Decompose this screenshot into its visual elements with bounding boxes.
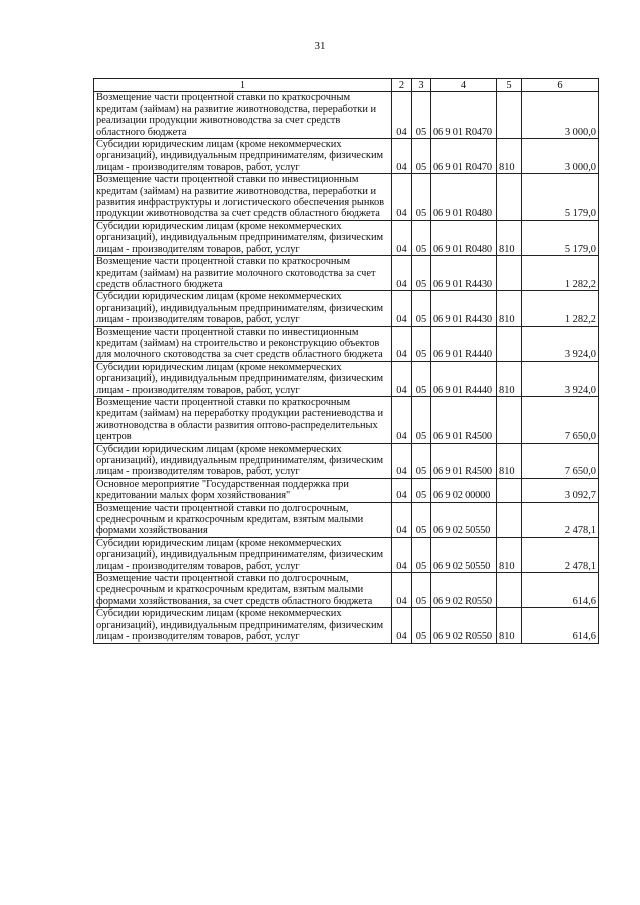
row-name: Основное мероприятие "Государственная поддержка при кредитовании малых форм хозяйствования" — [94, 478, 392, 502]
row-name: Возмещение части процентной ставки по долгосрочным, среднесрочным и краткосрочным кредитам, взятым малыми формами хозяйствования — [94, 502, 392, 537]
table-row — [94, 326, 599, 361]
row-name: Возмещение части процентной ставки по долгосрочным, среднесрочным и краткосрочным кредитам, взятым малыми формами хозяйствования, за счет средств областного бюджета — [94, 573, 392, 608]
row-subsection: 05 — [412, 396, 431, 443]
row-subsection: 05 — [412, 291, 431, 326]
row-name: Возмещение части процентной ставки по инвестиционным кредитам (займам) на развитие животноводства, переработки и развития инфраструктуры и логистического обеспечения рынков продукции животноводства за счет средств областного бюджета — [94, 174, 392, 221]
row-name: Возмещение части процентной ставки по краткосрочным кредитам (займам) на развитие животноводства, переработки и реализации продукции животноводства за счет средств областного бюджета — [94, 92, 392, 139]
table-row — [94, 608, 599, 643]
row-target-code: 06 9 01 R4440 — [431, 361, 497, 396]
row-section: 04 — [392, 396, 412, 443]
row-amount: 3 092,7 — [522, 478, 599, 502]
row-target-code: 06 9 01 R4440 — [431, 326, 497, 361]
table-row — [94, 92, 599, 139]
table-row — [94, 537, 599, 572]
row-target-code: 06 9 01 R4500 — [431, 396, 497, 443]
row-expense-type: 810 — [497, 361, 522, 396]
row-section: 04 — [392, 608, 412, 643]
page-number: 31 — [314, 40, 326, 52]
row-target-code: 06 9 02 50550 — [431, 537, 497, 572]
row-amount: 3 924,0 — [522, 326, 599, 361]
row-subsection: 05 — [412, 361, 431, 396]
table-row — [94, 361, 599, 396]
row-amount: 7 650,0 — [522, 396, 599, 443]
row-target-code: 06 9 02 00000 — [431, 478, 497, 502]
row-section: 04 — [392, 92, 412, 139]
row-name: Субсидии юридическим лицам (кроме некоммерческих организаций), индивидуальным предпринимателям, физическим лицам - производителям товаров, работ, услуг — [94, 443, 392, 478]
table-row — [94, 443, 599, 478]
table-body — [94, 92, 599, 643]
row-section: 04 — [392, 361, 412, 396]
row-name: Субсидии юридическим лицам (кроме некоммерческих организаций), индивидуальным предпринимателям, физическим лицам - производителям товаров, работ, услуг — [94, 139, 392, 174]
row-section: 04 — [392, 326, 412, 361]
row-expense-type: 810 — [497, 608, 522, 643]
row-target-code: 06 9 01 R0480 — [431, 174, 497, 221]
table-row — [94, 220, 599, 255]
row-name: Субсидии юридическим лицам (кроме некоммерческих организаций), индивидуальным предпринимателям, физическим лицам - производителям товаров, работ, услуг — [94, 291, 392, 326]
header-row — [94, 79, 599, 92]
row-target-code: 06 9 02 50550 — [431, 502, 497, 537]
col-header-prz: 3 — [412, 79, 431, 92]
table-row — [94, 573, 599, 608]
table-row — [94, 502, 599, 537]
row-expense-type — [497, 502, 522, 537]
row-name: Субсидии юридическим лицам (кроме некоммерческих организаций), индивидуальным предпринимателям, физическим лицам - производителям товаров, работ, услуг — [94, 608, 392, 643]
col-header-rz: 2 — [392, 79, 412, 92]
row-amount: 614,6 — [522, 608, 599, 643]
row-amount: 2 478,1 — [522, 502, 599, 537]
row-expense-type — [497, 174, 522, 221]
row-section: 04 — [392, 443, 412, 478]
row-expense-type: 810 — [497, 291, 522, 326]
row-amount: 3 000,0 — [522, 139, 599, 174]
row-subsection: 05 — [412, 502, 431, 537]
col-header-sum: 6 — [522, 79, 599, 92]
row-section: 04 — [392, 537, 412, 572]
row-name: Возмещение части процентной ставки по краткосрочным кредитам (займам) на переработку продукции растениеводства и животноводства в области развития оптово-распределительных центров — [94, 396, 392, 443]
row-subsection: 05 — [412, 174, 431, 221]
row-amount: 2 478,1 — [522, 537, 599, 572]
row-subsection: 05 — [412, 139, 431, 174]
row-target-code: 06 9 01 R4430 — [431, 291, 497, 326]
row-section: 04 — [392, 174, 412, 221]
row-amount: 5 179,0 — [522, 174, 599, 221]
budget-table — [93, 78, 599, 644]
row-subsection: 05 — [412, 92, 431, 139]
row-name: Возмещение части процентной ставки по инвестиционным кредитам (займам) на строительство и реконструкцию объектов для молочного скотоводства за счет средств областного бюджета — [94, 326, 392, 361]
table-row — [94, 256, 599, 291]
table-row — [94, 396, 599, 443]
row-section: 04 — [392, 478, 412, 502]
row-target-code: 06 9 01 R0470 — [431, 92, 497, 139]
row-section: 04 — [392, 256, 412, 291]
table-row — [94, 478, 599, 502]
row-name: Возмещение части процентной ставки по краткосрочным кредитам (займам) на развитие молочного скотоводства за счет средств областного бюджета — [94, 256, 392, 291]
row-expense-type — [497, 92, 522, 139]
row-amount: 614,6 — [522, 573, 599, 608]
row-expense-type — [497, 573, 522, 608]
row-target-code: 06 9 01 R4430 — [431, 256, 497, 291]
row-section: 04 — [392, 139, 412, 174]
row-amount: 1 282,2 — [522, 291, 599, 326]
row-subsection: 05 — [412, 478, 431, 502]
row-expense-type — [497, 256, 522, 291]
col-header-name: 1 — [94, 79, 392, 92]
row-name: Субсидии юридическим лицам (кроме некоммерческих организаций), индивидуальным предпринимателям, физическим лицам - производителям товаров, работ, услуг — [94, 220, 392, 255]
row-section: 04 — [392, 291, 412, 326]
row-subsection: 05 — [412, 256, 431, 291]
col-header-csr: 4 — [431, 79, 497, 92]
row-subsection: 05 — [412, 326, 431, 361]
row-expense-type — [497, 326, 522, 361]
table-row — [94, 139, 599, 174]
row-expense-type: 810 — [497, 443, 522, 478]
row-target-code: 06 9 02 R0550 — [431, 608, 497, 643]
row-amount: 1 282,2 — [522, 256, 599, 291]
row-target-code: 06 9 02 R0550 — [431, 573, 497, 608]
row-subsection: 05 — [412, 443, 431, 478]
row-amount: 3 924,0 — [522, 361, 599, 396]
row-section: 04 — [392, 573, 412, 608]
row-amount: 7 650,0 — [522, 443, 599, 478]
row-target-code: 06 9 01 R0480 — [431, 220, 497, 255]
row-amount: 5 179,0 — [522, 220, 599, 255]
row-subsection: 05 — [412, 220, 431, 255]
row-expense-type — [497, 396, 522, 443]
row-expense-type: 810 — [497, 220, 522, 255]
row-expense-type: 810 — [497, 537, 522, 572]
row-target-code: 06 9 01 R0470 — [431, 139, 497, 174]
row-subsection: 05 — [412, 537, 431, 572]
row-amount: 3 000,0 — [522, 92, 599, 139]
row-name: Субсидии юридическим лицам (кроме некоммерческих организаций), индивидуальным предпринимателям, физическим лицам - производителям товаров, работ, услуг — [94, 361, 392, 396]
row-section: 04 — [392, 220, 412, 255]
row-expense-type — [497, 478, 522, 502]
row-subsection: 05 — [412, 573, 431, 608]
table-row — [94, 174, 599, 221]
row-name: Субсидии юридическим лицам (кроме некоммерческих организаций), индивидуальным предпринимателям, физическим лицам - производителям товаров, работ, услуг — [94, 537, 392, 572]
row-target-code: 06 9 01 R4500 — [431, 443, 497, 478]
table-row — [94, 291, 599, 326]
row-expense-type: 810 — [497, 139, 522, 174]
col-header-vr: 5 — [497, 79, 522, 92]
row-subsection: 05 — [412, 608, 431, 643]
row-section: 04 — [392, 502, 412, 537]
